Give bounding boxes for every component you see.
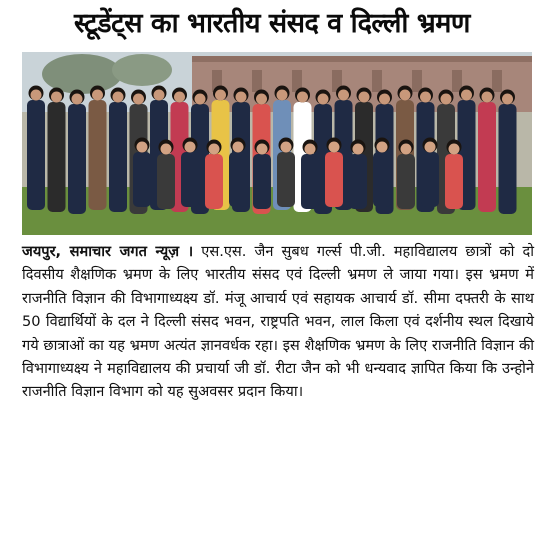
photo-window xyxy=(492,70,502,92)
photo-person xyxy=(133,152,151,207)
photo-person-face xyxy=(174,92,185,103)
photo-person-face xyxy=(329,142,340,153)
photo-tree xyxy=(112,54,172,86)
photo-person-face xyxy=(377,142,388,153)
photo-person-face xyxy=(51,92,62,103)
photo-person-face xyxy=(195,94,206,105)
photo-person-face xyxy=(401,144,412,155)
photo-person xyxy=(157,154,175,209)
photo-person-face xyxy=(502,94,513,105)
photo-person-face xyxy=(113,92,124,103)
photo-person-face xyxy=(305,144,316,155)
photo-person xyxy=(253,154,271,209)
photo-person-face xyxy=(209,144,220,155)
photo-person xyxy=(181,152,199,207)
article-body: एस.एस. जैन सुबध गर्ल्स पी.जी. महाविद्यालय छात्रों को दो दिवसीय शैक्षणिक भ्रमण के लिए भारतीय संसद एवं दिल्ली भ्रमण ले जाया गया। इस भ्रमण में राजनीति विज्ञान की विभागाध्यक्ष्य डॉ. मंजू आचार्य एवं सहायक आचार्य डॉ. सीमा दफ्तरी के साथ 50 विद्यार्थियों के दल ने दिल्ली संसद भवन, राष्ट्रपति भवन, लाल किला एवं दर्शनीय स्थल दिखाये गये छात्राओं का यह भ्रमण अत्यंत ज्ञानवर्धक रहा। इस शैक्षणिक भ्रमण के लिए राजनीति विज्ञान की विभागाध्यक्ष्य ने महाविद्यालय की प्रचार्या जी डॉ. रीटा जैन को भी धन्यवाद ज्ञापित किया कि उन्होने राजनीति विज्ञान विभाग को यह सुअवसर प्रदान किया। xyxy=(22,243,534,401)
photo-window xyxy=(252,70,262,92)
photo-person-face xyxy=(257,144,268,155)
photo-person-face xyxy=(425,142,436,153)
article xyxy=(22,240,534,404)
photo-person xyxy=(109,102,127,212)
photo-person-face xyxy=(297,92,308,103)
photo-person xyxy=(445,154,463,209)
photo-person-face xyxy=(420,92,431,103)
photo-person-face xyxy=(31,90,42,101)
photo-person xyxy=(89,100,107,210)
photo-person-face xyxy=(449,144,460,155)
photo-person xyxy=(205,154,223,209)
photo-window xyxy=(372,70,382,92)
photo-person xyxy=(277,152,295,207)
photo-person-face xyxy=(318,94,329,105)
photo-person-face xyxy=(92,90,103,101)
photo-person xyxy=(229,152,247,207)
article-paragraph xyxy=(22,240,534,404)
photo-person-face xyxy=(482,92,493,103)
photo-person-face xyxy=(353,144,364,155)
photo-person-face xyxy=(379,94,390,105)
photo-person xyxy=(397,154,415,209)
photo-person xyxy=(27,100,45,210)
photo-person-face xyxy=(441,94,452,105)
photo-person-face xyxy=(359,92,370,103)
photo-person-face xyxy=(154,90,165,101)
photo-person-face xyxy=(72,94,83,105)
photo-person xyxy=(68,104,86,214)
photo-person xyxy=(373,152,391,207)
photo-person-face xyxy=(461,90,472,101)
photo-person xyxy=(478,102,496,212)
photo-person-face xyxy=(233,142,244,153)
group-photo xyxy=(22,52,532,235)
photo-person xyxy=(48,102,66,212)
photo-person-face xyxy=(236,92,247,103)
photo-person xyxy=(499,104,517,214)
photo-person-face xyxy=(256,94,267,105)
photo-building-cornice xyxy=(192,56,532,62)
photo-person-face xyxy=(161,144,172,155)
article-dateline: जयपुर, समाचार जगत न्यूज़ । xyxy=(22,243,194,260)
photo-person-face xyxy=(215,90,226,101)
headline: स्टूडेंट्स का भारतीय संसद व दिल्ली भ्रमण xyxy=(74,8,470,39)
photo-person-face xyxy=(137,142,148,153)
photo-person-face xyxy=(338,90,349,101)
photo-person xyxy=(421,152,439,207)
photo-person xyxy=(325,152,343,207)
photo-person-face xyxy=(185,142,196,153)
photo-person-face xyxy=(281,142,292,153)
photo-person-face xyxy=(277,90,288,101)
photo-person xyxy=(349,154,367,209)
photo-window xyxy=(412,70,422,92)
photo-person xyxy=(301,154,319,209)
photo-person-face xyxy=(400,90,411,101)
photo-person-face xyxy=(133,94,144,105)
